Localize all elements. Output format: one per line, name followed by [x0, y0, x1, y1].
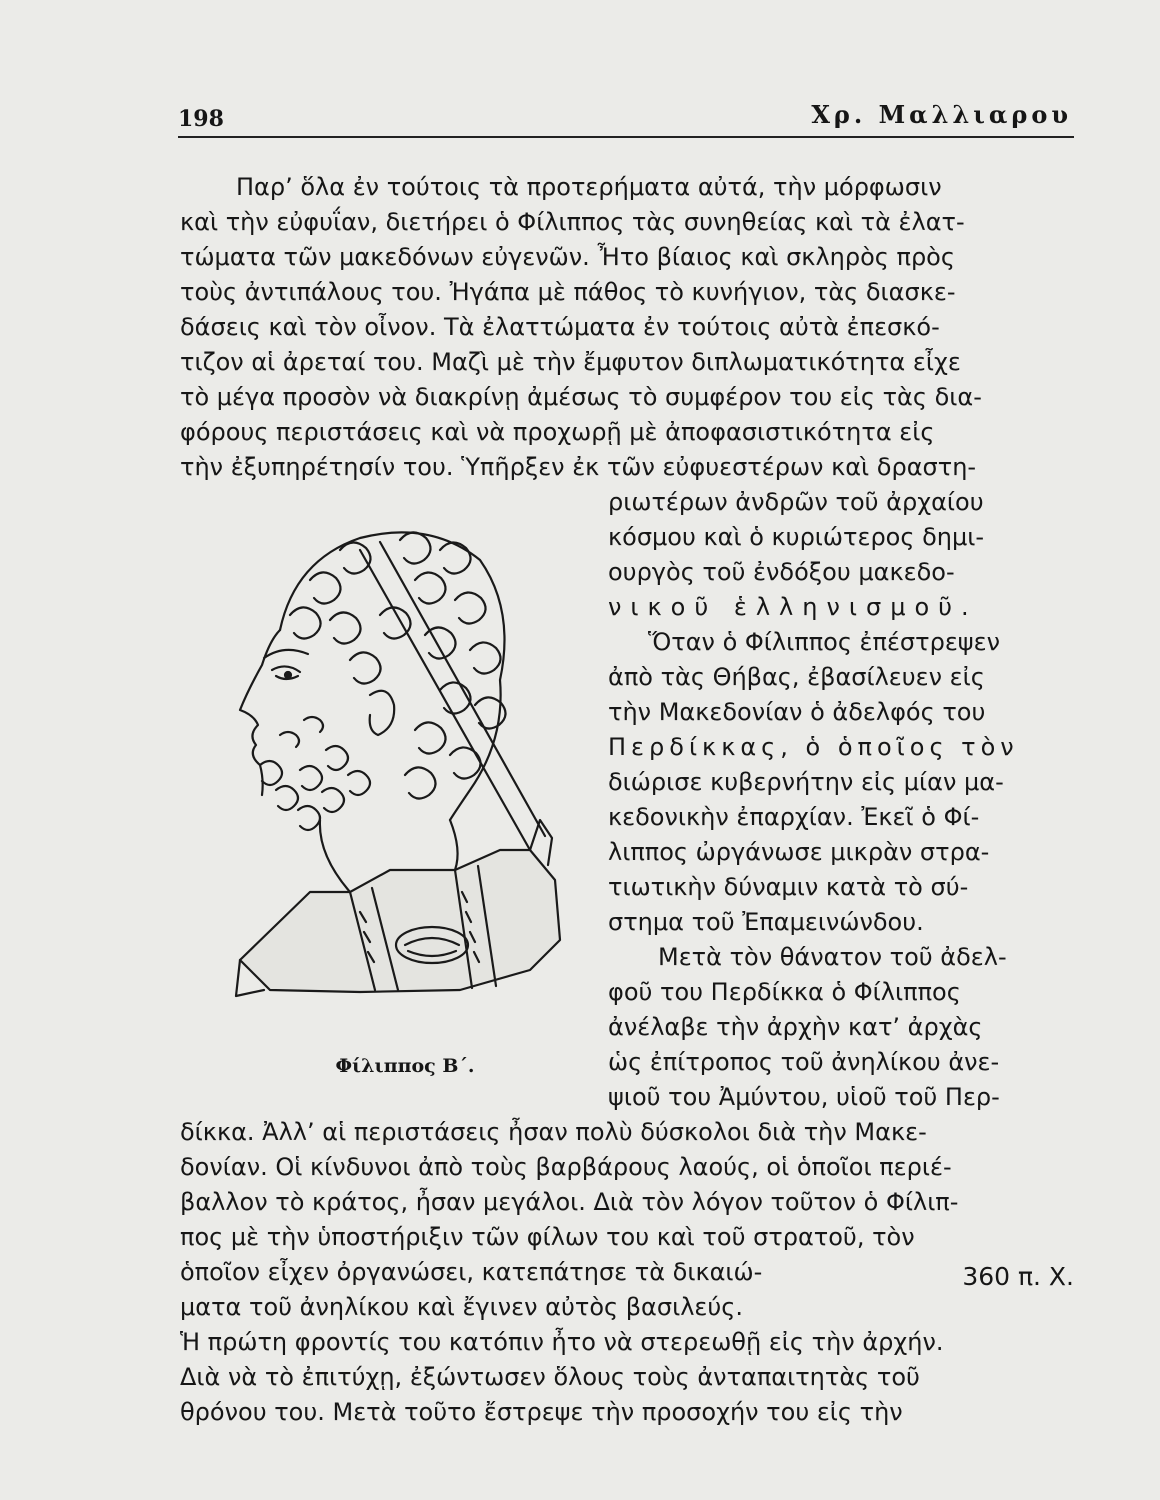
text-line: Ὅταν ὁ Φίλιππος ἐπέστρεψεν [648, 628, 1001, 656]
text-line: στημα τοῦ Ἐπαμεινώνδου. [608, 908, 924, 936]
text-line: δονίαν. Οἱ κίνδυνοι ἀπὸ τοὺς βαρβάρους λαούς, οἱ ὁποῖοι περιέ- [180, 1153, 952, 1181]
text-line: τὴν ἐξυπηρέτησίν του. Ὑπῆρξεν ἐκ τῶν εὐφυεστέρων καὶ δραστη- [180, 453, 977, 481]
text-line: Περδίκκας, ὁ ὁποῖος τὸν [608, 733, 1019, 761]
header-rule [178, 136, 1074, 138]
text-line: δάσεις καὶ τὸν οἶνον. Τὰ ἐλαττώματα ἐν τούτοις αὐτὰ ἐπεσκό- [180, 313, 940, 341]
figure-caption: Φίλιππος Β΄. [335, 1055, 475, 1077]
text-line: Διὰ νὰ τὸ ἐπιτύχῃ, ἐξώντωσεν ὅλους τοὺς ἀνταπαιτητὰς τοῦ [180, 1363, 920, 1391]
text-line: ὡς ἐπίτροπος τοῦ ἀνηλίκου ἀνε- [608, 1048, 1000, 1076]
text-line: νικοῦ ἑλληνισμοῦ. [608, 593, 978, 621]
text-line: φοῦ του Περδίκκα ὁ Φίλιππος [608, 978, 961, 1006]
page-number: 198 [178, 106, 224, 132]
text-line: Ἡ πρώτη φροντίς του κατόπιν ἦτο νὰ στερεωθῇ εἰς τὴν ἀρχήν. [180, 1328, 944, 1356]
text-line: ἀπὸ τὰς Θήβας, ἐβασίλευεν εἰς [608, 663, 985, 691]
text-line: τώματα τῶν μακεδόνων εὐγενῶν. Ἦτο βίαιος καὶ σκληρὸς πρὸς [180, 243, 955, 271]
text-line: κόσμου καὶ ὁ κυριώτερος δημι- [608, 523, 985, 551]
text-line: τὸ μέγα προσὸν νὰ διακρίνῃ ἀμέσως τὸ συμφέρον του εἰς τὰς δια- [180, 383, 982, 411]
text-line: ψιοῦ του Ἀμύντου, υἱοῦ τοῦ Περ- [608, 1083, 1000, 1111]
text-line: θρόνου του. Μετὰ τοῦτο ἔστρεψε τὴν προσοχήν του εἰς τὴν [180, 1398, 903, 1426]
text-line: ἀνέλαβε τὴν ἀρχὴν κατ’ ἀρχὰς [608, 1013, 983, 1041]
text-line: πος μὲ τὴν ὑποστήριξιν τῶν φίλων του καὶ τοῦ στρατοῦ, τὸν [180, 1223, 915, 1251]
text-line: κεδονικὴν ἐπαρχίαν. Ἐκεῖ ὁ Φί- [608, 803, 980, 831]
text-line: τοὺς ἀντιπάλους του. Ἠγάπα μὲ πάθος τὸ κυνήγιον, τὰς διασκε- [180, 278, 956, 306]
text-line: φόρους περιστάσεις καὶ νὰ προχωρῇ μὲ ἀποφασιστικότητα εἰς [180, 418, 935, 446]
text-line: λιππος ὠργάνωσε μικρὰν στρα- [608, 838, 990, 866]
text-line: τιζον αἱ ἀρεταί του. Μαζὶ μὲ τὴν ἔμφυτον διπλωματικότητα εἶχε [180, 348, 961, 376]
text-line: τιωτικὴν δύναμιν κατὰ τὸ σύ- [608, 873, 969, 901]
text-line: ουργὸς τοῦ ἐνδόξου μακεδο- [608, 558, 955, 586]
text-line: δίκκα. Ἀλλ’ αἱ περιστάσεις ἦσαν πολὺ δύσκολοι διὰ τὴν Μακε- [180, 1118, 927, 1146]
text-line: Μετὰ τὸν θάνατον τοῦ ἀδελ- [658, 943, 1007, 971]
text-line: Παρ’ ὅλα ἐν τούτοις τὰ προτερήματα αὐτά, τὴν μόρφωσιν [236, 173, 942, 201]
text-line: ματα τοῦ ἀνηλίκου καὶ ἔγινεν αὐτὸς βασιλεύς. [180, 1293, 743, 1321]
text-line: ριωτέρων ἀνδρῶν τοῦ ἀρχαίου [608, 488, 984, 516]
text-line: βαλλον τὸ κράτος, ἦσαν μεγάλοι. Διὰ τὸν λόγον τοῦτον ὁ Φίλιπ- [180, 1188, 959, 1216]
text-line: ὁποῖον εἶχεν ὀργανώσει, κατεπάτησε τὰ δικαιώ- [180, 1258, 763, 1286]
text-line: καὶ τὴν εὐφυΐαν, διετήρει ὁ Φίλιππος τὰς συνηθείας καὶ τὰ ἐλατ- [180, 208, 965, 236]
running-head: Χρ. Μαλλιαρου [811, 100, 1072, 129]
portrait-illustration [200, 520, 590, 1040]
text-line: τὴν Μακεδονίαν ὁ ἀδελφός του [608, 698, 986, 726]
margin-date-note: 360 π. Χ. [962, 1262, 1074, 1291]
bust-engraving-icon [200, 520, 590, 1040]
text-line: διώρισε κυβερνήτην εἰς μίαν μα- [608, 768, 1004, 796]
